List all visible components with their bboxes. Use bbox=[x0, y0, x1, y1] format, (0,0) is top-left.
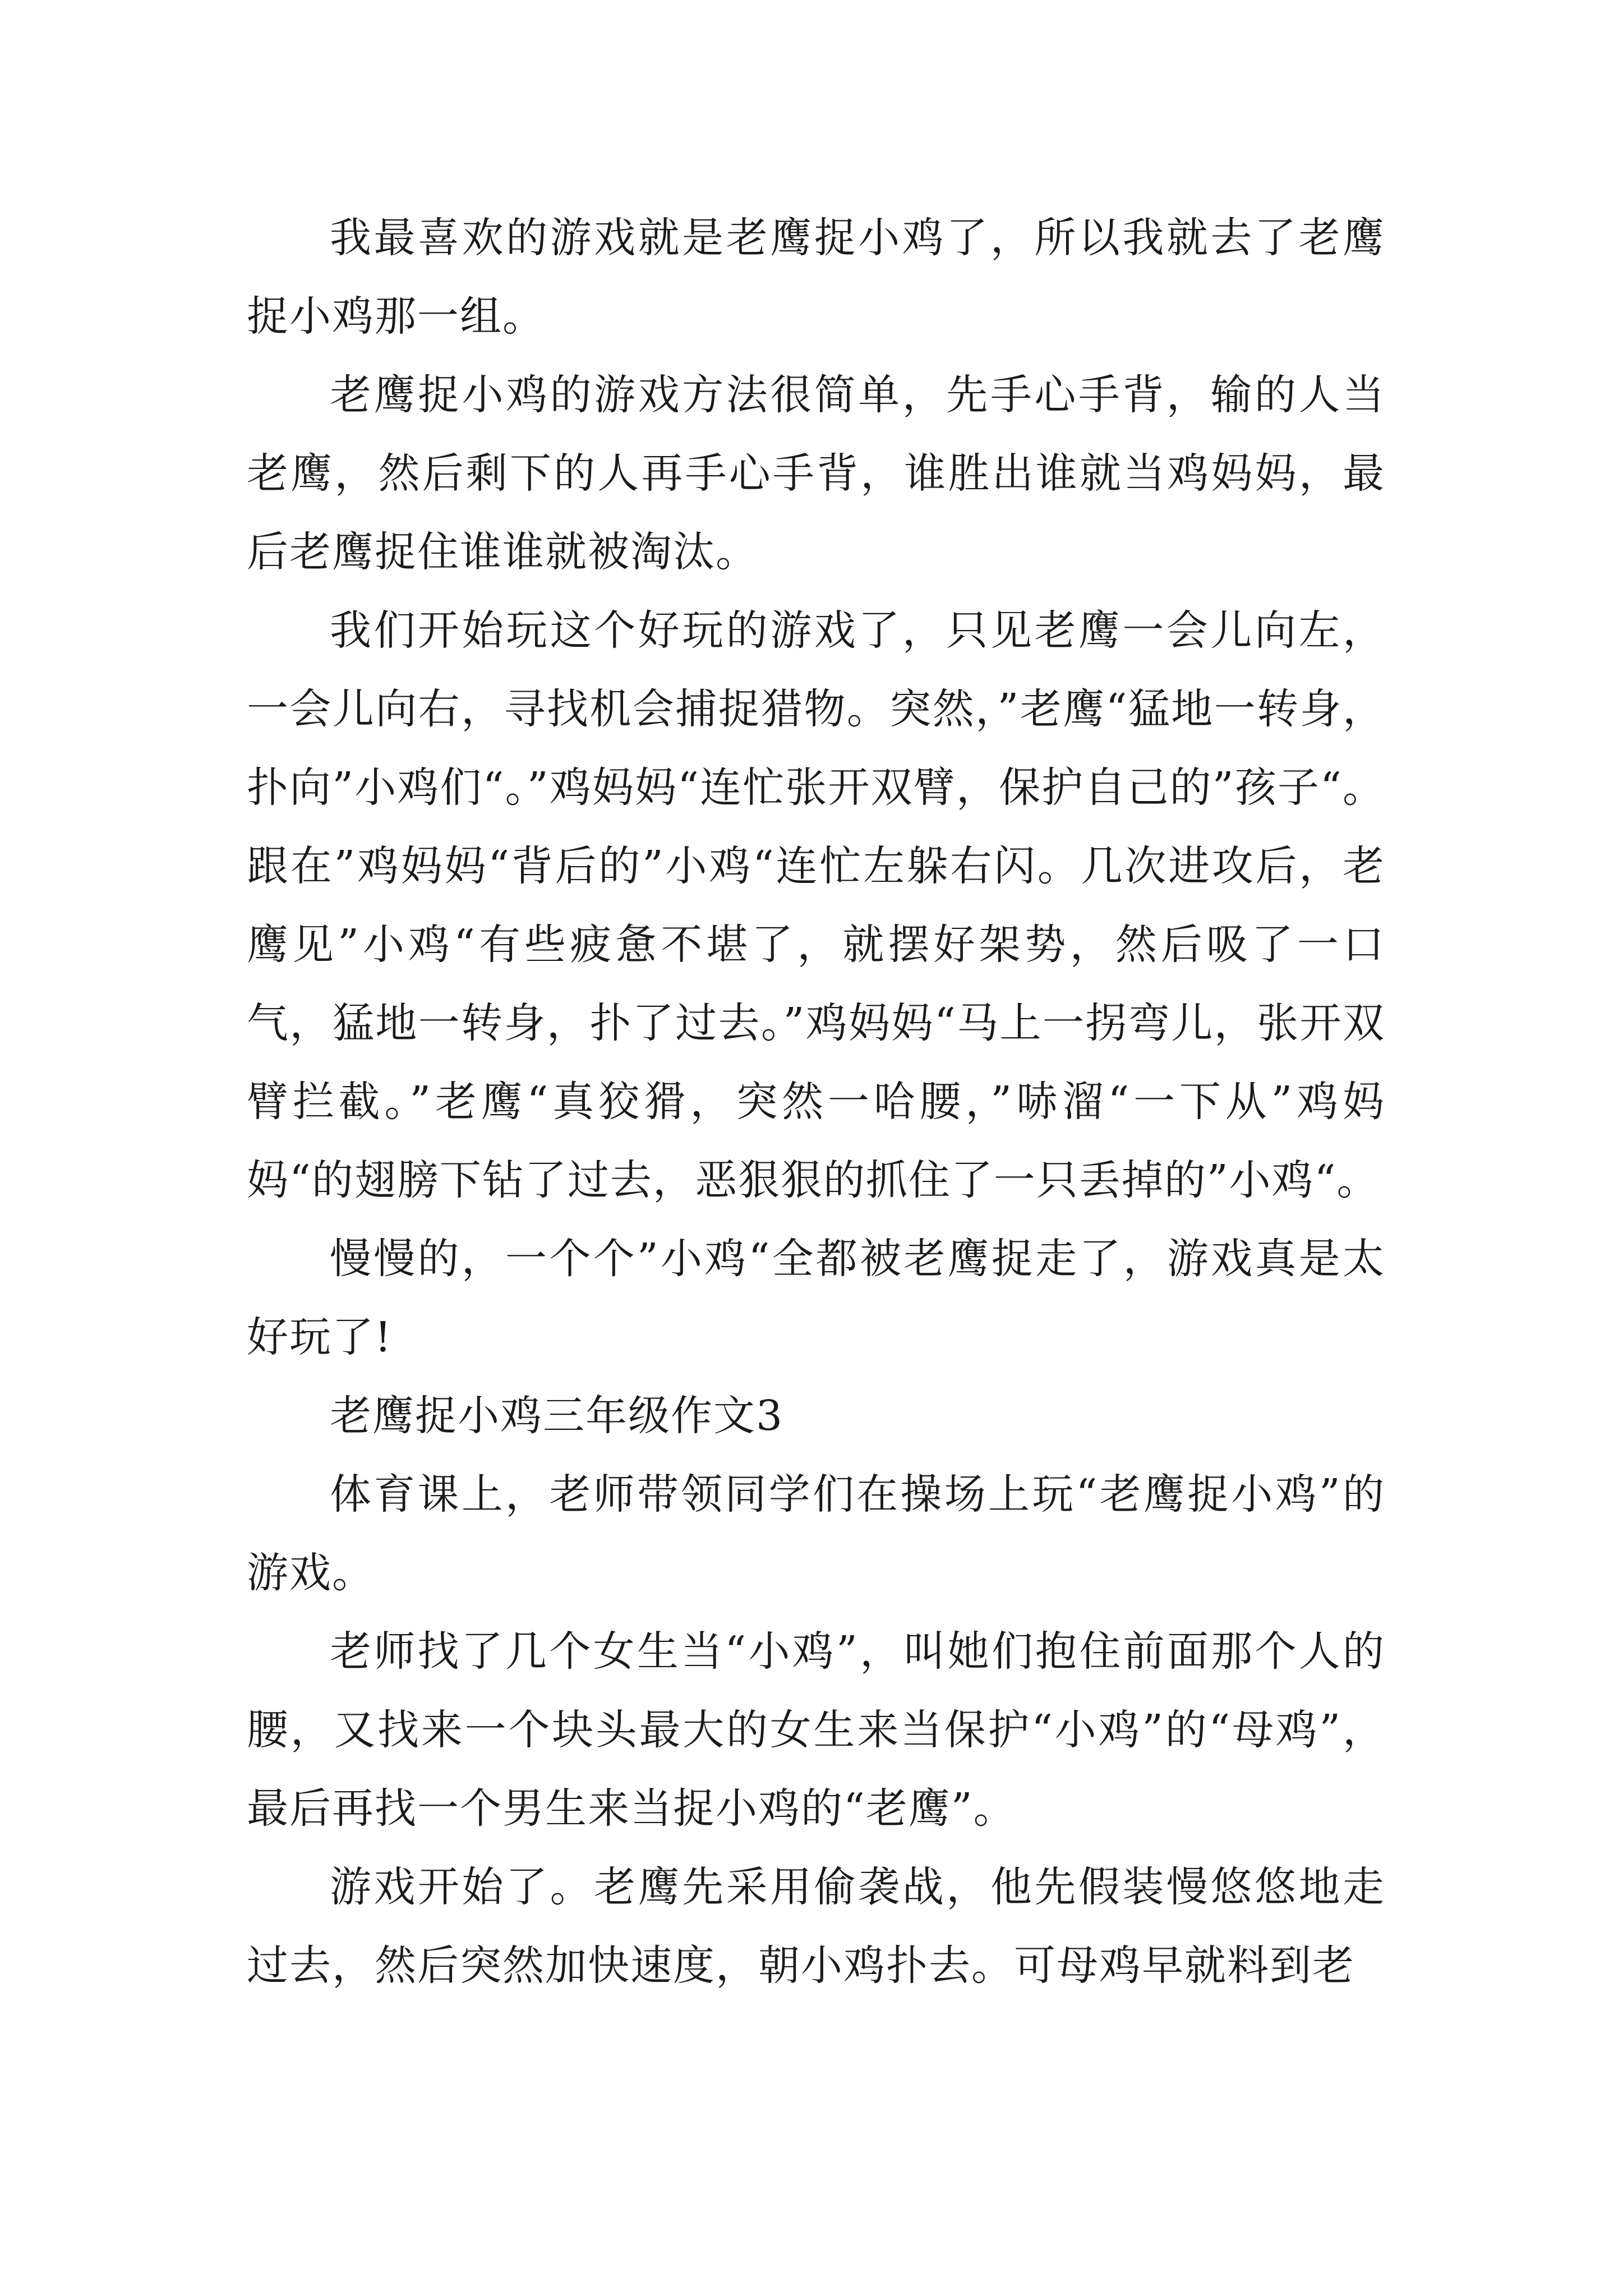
paragraph: 老鹰捉小鸡的游戏方法很简单，先手心手背，输的人当老鹰，然后剩下的人再手心手背，谁胜出谁就当鸡妈妈，最后老鹰捉住谁谁就被淘汰。 bbox=[247, 371, 1385, 576]
paragraph: 我最喜欢的游戏就是老鹰捉小鸡了，所以我就去了老鹰捉小鸡那一组。 bbox=[247, 214, 1385, 341]
paragraph: 游戏开始了。老鹰先采用偷袭战，他先假装慢悠悠地走过去，然后突然加快速度，朝小鸡扑去。可母鸡早就料到老 bbox=[247, 1863, 1385, 1990]
paragraph: 体育课上，老师带领同学们在操场上玩“老鹰捉小鸡”的游戏。 bbox=[247, 1470, 1385, 1597]
paragraph: 慢慢的，一个个”小鸡“全都被老鹰捉走了，游戏真是太好玩了! bbox=[247, 1235, 1385, 1361]
section-heading: 老鹰捉小鸡三年级作文3 bbox=[330, 1392, 784, 1440]
document-body bbox=[247, 199, 1385, 2005]
paragraph: 老师找了几个女生当“小鸡”，叫她们抱住前面那个人的腰，又找来一个块头最大的女生来当保护“小鸡”的“母鸡”，最后再找一个男生来当捉小鸡的“老鹰”。 bbox=[247, 1627, 1385, 1833]
paragraph: 我们开始玩这个好玩的游戏了，只见老鹰一会儿向左，一会儿向右，寻找机会捕捉猎物。突然，”老鹰“猛地一转身，扑向”小鸡们“。”鸡妈妈“连忙张开双臂，保护自己的”孩子“。跟在”鸡妈妈“背后的”小鸡“连忙左躲右闪。几次进攻后，老鹰见”小鸡“有些疲惫不堪了，就摆好架势，然后吸了一口气，猛地一转身，扑了过去。”鸡妈妈“马上一拐弯儿，张开双臂拦截。”老鹰“真狡猾，突然一哈腰，”哧溜“一下从”鸡妈妈“的翅膀下钻了过去，恶狠狠的抓住了一只丢掉的”小鸡“。 bbox=[247, 606, 1385, 1204]
